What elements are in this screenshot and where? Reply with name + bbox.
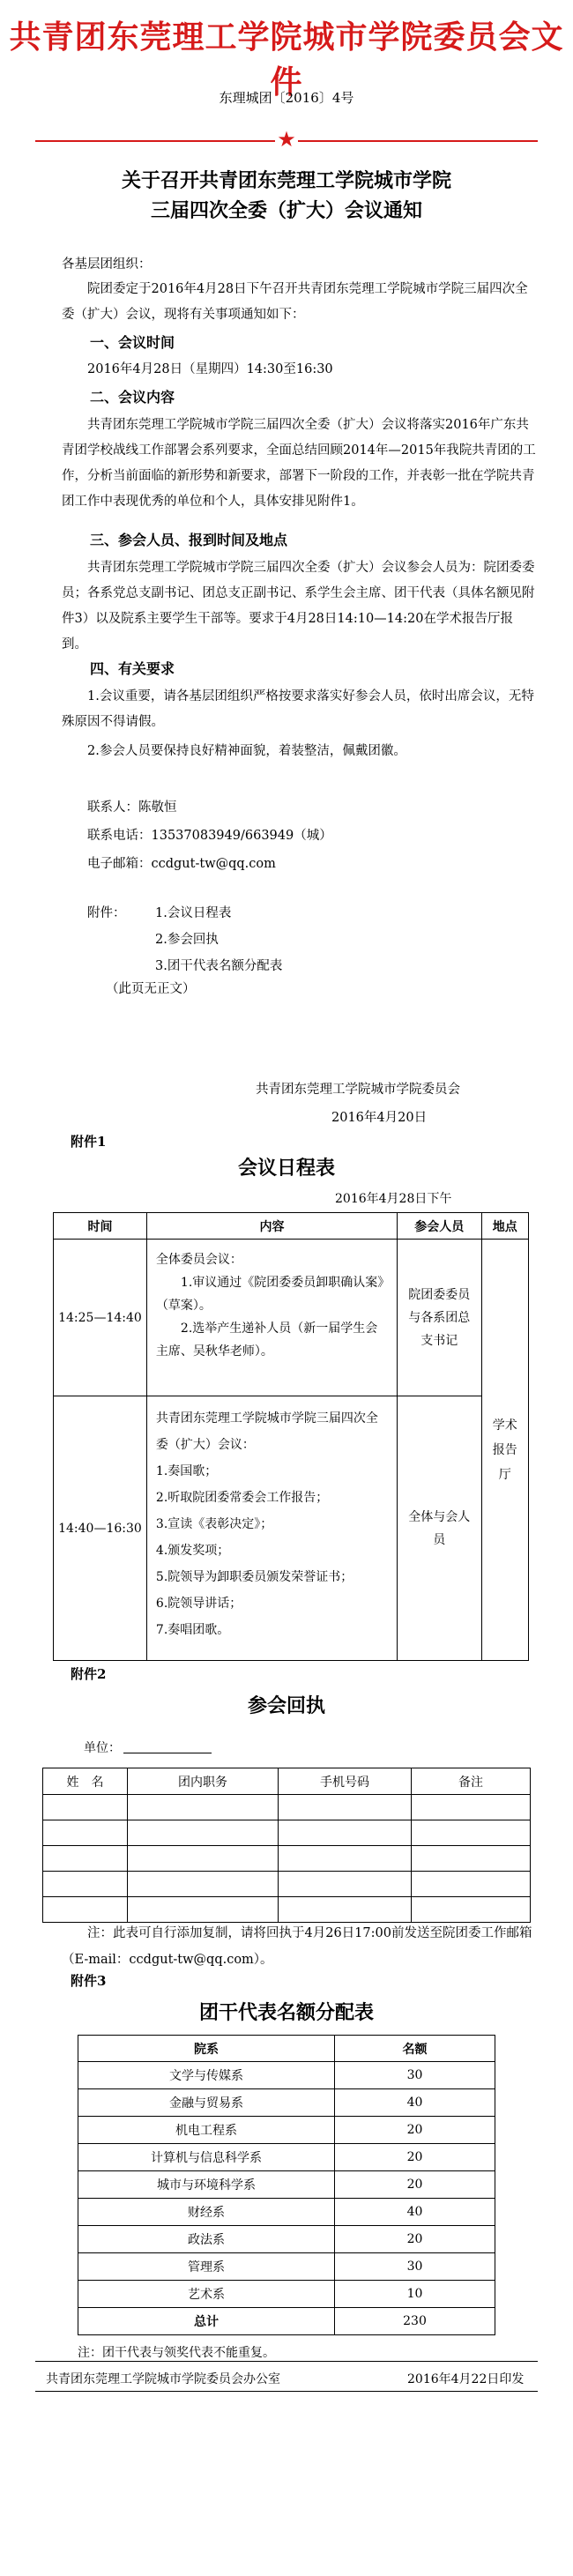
- receipt-cell[interactable]: [43, 1897, 128, 1923]
- schedule-people: 院团委委员与各系团总支书记: [398, 1240, 481, 1396]
- quota-total-label: 总计: [78, 2308, 335, 2335]
- schedule-header-content: 内容: [146, 1213, 397, 1240]
- receipt-cell[interactable]: [279, 1795, 412, 1820]
- quota-dept: 艺术系: [78, 2281, 335, 2308]
- attachment-1-label: 附件1: [71, 1134, 107, 1150]
- receipt-cell[interactable]: [128, 1846, 279, 1872]
- receipt-row: [43, 1795, 531, 1820]
- star-icon: ★: [277, 127, 296, 152]
- receipt-cell[interactable]: [412, 1846, 531, 1872]
- quota-count: 40: [335, 2089, 495, 2117]
- schedule-header-row: [54, 1213, 529, 1240]
- footer-rule-top: [35, 2361, 538, 2362]
- receipt-cell[interactable]: [279, 1820, 412, 1846]
- attachment-item-2: 2.参会回执: [155, 933, 219, 947]
- schedule-title: 会议日程表: [237, 1157, 335, 1180]
- receipt-table: [42, 1768, 531, 1923]
- attachment-2-label: 附件2: [71, 1666, 107, 1682]
- no-body-text: （此页无正文）: [106, 982, 196, 996]
- quota-count: 30: [335, 2253, 495, 2281]
- receipt-row: [43, 1820, 531, 1846]
- attachments-label: 附件：: [87, 906, 126, 920]
- quota-count: 30: [335, 2062, 495, 2089]
- signature-org: 共青团东莞理工学院城市学院委员会: [256, 1083, 460, 1097]
- receipt-row: [43, 1897, 531, 1923]
- schedule-content-line: 2.听取院团委常委会工作报告；: [155, 1491, 329, 1505]
- quota-dept: 城市与环境科学系: [78, 2171, 335, 2199]
- quota-count: 20: [335, 2144, 495, 2171]
- receipt-header-phone: 手机号码: [279, 1768, 412, 1795]
- quota-dept: 政法系: [78, 2226, 335, 2253]
- receipt-cell[interactable]: [43, 1872, 128, 1897]
- attachment-3-label: 附件3: [71, 1973, 107, 1989]
- contact-person: 联系人：陈敬恒: [87, 800, 177, 815]
- receipt-header-remark: 备注: [412, 1768, 531, 1795]
- quota-row: [78, 2199, 495, 2226]
- contact-phone: 联系电话：13537083949/663949（城）: [87, 829, 332, 843]
- receipt-cell[interactable]: [412, 1820, 531, 1846]
- quota-row: [78, 2089, 495, 2117]
- receipt-cell[interactable]: [43, 1846, 128, 1872]
- signature-date: 2016年4月20日: [331, 1111, 428, 1125]
- unit-label: 单位：: [84, 1741, 121, 1755]
- receipt-cell[interactable]: [128, 1795, 279, 1820]
- quota-row: [78, 2144, 495, 2171]
- section-2-text: 共青团东莞理工学院城市学院三届四次全委（扩大）会议将落实2016年广东共青团学校战线工作部署会系列要求，全面总结回顾2014年—2015年我院共青团的工作，分析当前面临的新形势和新要求，部署下一阶段的工作，并表彰一批在学院共青团工作中表现优秀的单位和个人，具体安排见附件1。: [62, 418, 536, 509]
- schedule-content-line: 6.院领导讲话；: [155, 1597, 242, 1611]
- quota-total-value: 230: [335, 2308, 495, 2335]
- schedule-content-line: 7.奏唱团歌。: [155, 1623, 230, 1637]
- quota-title: 团干代表名额分配表: [198, 2001, 374, 2024]
- receipt-header-name: 姓 名: [43, 1768, 128, 1795]
- section-3-text: 共青团东莞理工学院城市学院三届四次全委（扩大）会议参会人员为：院团委委员；各系党总支副书记、团总支正副书记、系学生会主席、团干代表（具体名额见附件3）以及院系主要学生干部等。要求于4月28日14:10—14:20在学术报告厅报到。: [62, 561, 535, 651]
- section-1-text: 2016年4月28日（星期四）14:30至16:30: [87, 362, 333, 376]
- schedule-time: 14:25—14:40: [54, 1240, 147, 1396]
- section-2-heading: 二、会议内容: [90, 389, 175, 406]
- schedule-place: 学术报告厅: [481, 1240, 529, 1661]
- receipt-row: [43, 1846, 531, 1872]
- footer-date: 2016年4月22日印发: [407, 2372, 525, 2386]
- schedule-date: 2016年4月28日下午: [335, 1192, 452, 1206]
- receipt-cell[interactable]: [43, 1795, 128, 1820]
- quota-count: 10: [335, 2281, 495, 2308]
- requirement-2: 2.参会人员要保持良好精神面貌，着装整洁，佩戴团徽。: [87, 744, 406, 758]
- receipt-cell[interactable]: [128, 1872, 279, 1897]
- receipt-cell[interactable]: [412, 1872, 531, 1897]
- salutation: 各基层团组织：: [62, 257, 152, 272]
- schedule-header-time: 时间: [54, 1213, 147, 1240]
- quota-row: [78, 2117, 495, 2144]
- quota-count: 20: [335, 2171, 495, 2199]
- schedule-row: [54, 1240, 529, 1396]
- quota-header-row: [78, 2036, 495, 2062]
- red-divider-left: [35, 140, 275, 142]
- schedule-content-line: 1.奏国歌；: [155, 1464, 218, 1478]
- receipt-cell[interactable]: [128, 1897, 279, 1923]
- quota-dept: 财经系: [78, 2199, 335, 2226]
- requirement-1: 1.会议重要，请各基层团组织严格按要求落实好参会人员，依时出席会议，无特殊原因不得请假。: [62, 689, 534, 729]
- schedule-content-line: 4.颁发奖项；: [155, 1544, 230, 1558]
- notice-title-line1: 关于召开共青团东莞理工学院城市学院: [121, 169, 451, 192]
- receipt-header-row: [43, 1768, 531, 1795]
- schedule-content-line: 3.宣读《表彰决定》；: [155, 1517, 273, 1531]
- document-number: 东理城团〔2016〕4号: [219, 90, 354, 106]
- receipt-cell[interactable]: [128, 1820, 279, 1846]
- quota-row: [78, 2226, 495, 2253]
- receipt-cell[interactable]: [279, 1872, 412, 1897]
- quota-table: [78, 2035, 495, 2335]
- quota-row: [78, 2281, 495, 2308]
- section-1-heading: 一、会议时间: [90, 334, 175, 351]
- intro-paragraph: 院团委定于2016年4月28日下午召开共青团东莞理工学院城市学院三届四次全委（扩大）会议，现将有关事项通知如下：: [62, 282, 528, 322]
- receipt-cell[interactable]: [43, 1820, 128, 1846]
- receipt-cell[interactable]: [279, 1846, 412, 1872]
- quota-dept: 金融与贸易系: [78, 2089, 335, 2117]
- schedule-content-line: 5.院领导为卸职委员颁发荣誉证书；: [155, 1570, 353, 1584]
- schedule-content-line: 全体委员会议：: [155, 1253, 242, 1267]
- quota-header-count: 名额: [335, 2036, 495, 2062]
- quota-header-dept: 院系: [78, 2036, 335, 2062]
- footer-rule-bottom: [35, 2391, 538, 2392]
- schedule-table: [53, 1212, 529, 1661]
- schedule-content-line: 1.审议通过《院团委委员卸职确认案》（草案）。: [155, 1276, 384, 1313]
- quota-count: 20: [335, 2226, 495, 2253]
- receipt-note: 注：此表可自行添加复制，请将回执于4月26日17:00前发送至院团委工作邮箱（E-mail：ccdgut-tw@qq.com）。: [62, 1926, 532, 1967]
- document-red-header: 共青团东莞理工学院城市学院委员会文件: [9, 19, 564, 101]
- red-divider-right: [298, 140, 538, 142]
- schedule-people: 全体与会人员: [398, 1396, 481, 1661]
- schedule-content-line: 共青团东莞理工学院城市学院三届四次全委（扩大）会议：: [155, 1411, 378, 1452]
- receipt-row: [43, 1872, 531, 1897]
- quota-count: 20: [335, 2117, 495, 2144]
- receipt-cell[interactable]: [412, 1897, 531, 1923]
- schedule-header-people: 参会人员: [398, 1213, 481, 1240]
- attachment-item-3: 3.团干代表名额分配表: [155, 959, 283, 973]
- schedule-content-line: 2.选举产生递补人员（新一届学生会主席、吴秋华老师）。: [155, 1322, 378, 1359]
- receipt-cell[interactable]: [412, 1795, 531, 1820]
- schedule-header-place: 地点: [481, 1213, 529, 1240]
- receipt-cell[interactable]: [279, 1897, 412, 1923]
- receipt-header-position: 团内职务: [128, 1768, 279, 1795]
- quota-note: 注：团干代表与领奖代表不能重复。: [78, 2346, 275, 2360]
- quota-row: [78, 2171, 495, 2199]
- attachment-item-1: 1.会议日程表: [155, 906, 232, 920]
- quota-row: [78, 2062, 495, 2089]
- schedule-content: [146, 1396, 397, 1661]
- quota-total-row: [78, 2308, 495, 2335]
- quota-dept: 机电工程系: [78, 2117, 335, 2144]
- schedule-row: [54, 1396, 529, 1661]
- quota-dept: 管理系: [78, 2253, 335, 2281]
- section-3-heading: 三、参会人员、报到时间及地点: [90, 532, 288, 548]
- footer-org: 共青团东莞理工学院城市学院委员会办公室: [46, 2372, 280, 2386]
- quota-row: [78, 2253, 495, 2281]
- quota-dept: 计算机与信息科学系: [78, 2144, 335, 2171]
- contact-email: 电子邮箱：ccdgut-tw@qq.com: [87, 857, 276, 871]
- notice-title-line2: 三届四次全委（扩大）会议通知: [150, 199, 422, 222]
- schedule-time: 14:40—16:30: [54, 1396, 147, 1661]
- receipt-title: 参会回执: [247, 1694, 325, 1717]
- quota-dept: 文学与传媒系: [78, 2062, 335, 2089]
- section-4-heading: 四、有关要求: [90, 660, 175, 677]
- quota-count: 40: [335, 2199, 495, 2226]
- schedule-content: [146, 1240, 397, 1396]
